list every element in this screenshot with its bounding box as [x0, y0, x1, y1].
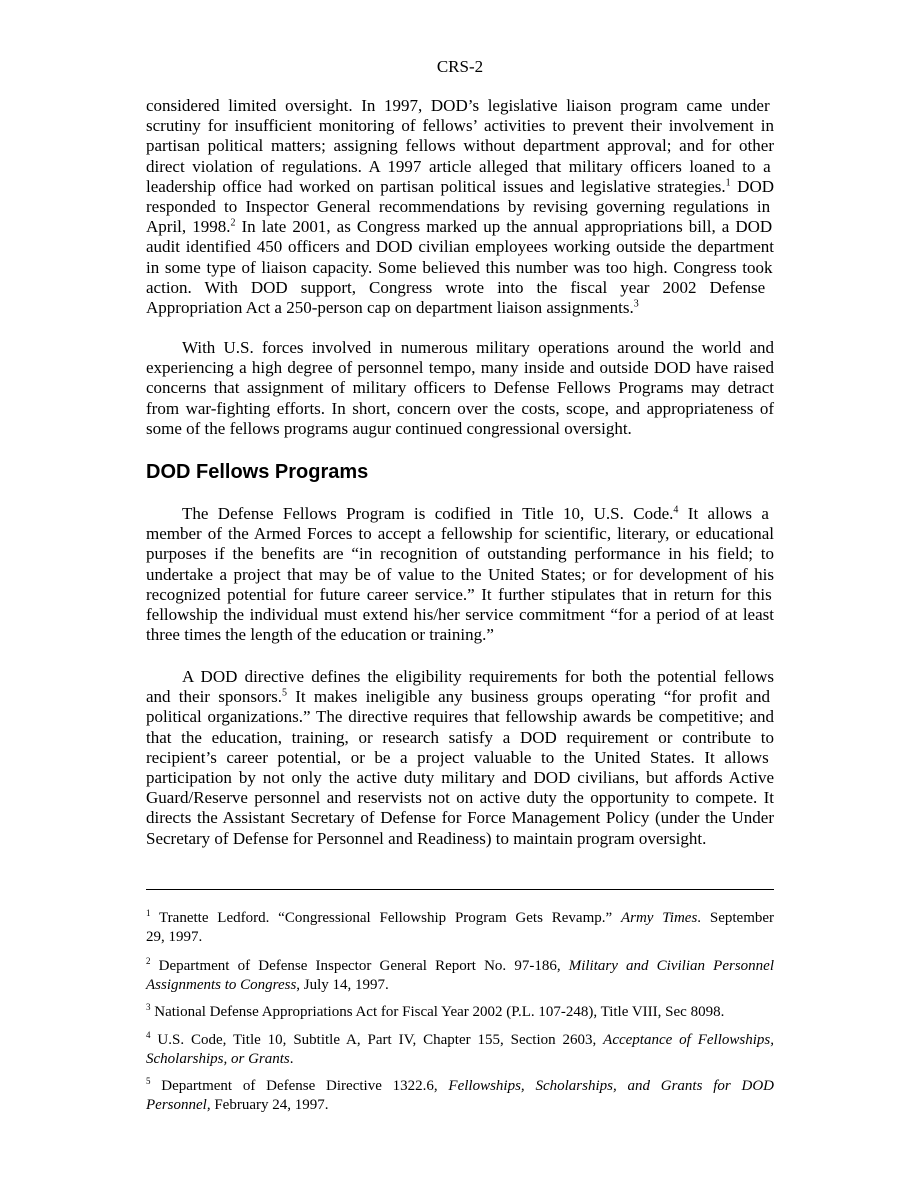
- text-line: [146, 504, 774, 524]
- footnote-line: [146, 1003, 774, 1022]
- text-line: direct violation of regulations. A 1997 article alleged that military officers loaned to a: [146, 156, 771, 176]
- text-line: directs the Assistant Secretary of Defense for Force Management Policy (under the Under: [146, 808, 774, 828]
- text-line: three times the length of the education or training.”: [146, 625, 494, 645]
- footnote-line: [146, 1096, 774, 1115]
- footnote-text: , February 24, 1997.: [206, 1097, 329, 1113]
- footnote-mark: 4: [146, 1030, 151, 1040]
- footnote-ref-2[interactable]: 2: [230, 217, 236, 229]
- footnote-3: [146, 1003, 774, 1022]
- text-line: that the education, training, or research satisfy a DOD requirement or contribute to: [146, 727, 774, 747]
- footnote-line: [146, 1050, 774, 1069]
- footnote-text: Department of Defense Directive 1322.6,: [150, 1078, 449, 1094]
- text-line: experiencing a high degree of personnel tempo, many inside and outside DOD have raised: [146, 358, 774, 378]
- footnote-2: [146, 957, 774, 995]
- footnote-italic: Personnel: [146, 1097, 207, 1113]
- footnote-ref-4[interactable]: 4: [673, 504, 679, 516]
- text-line: some of the fellows programs augur continued congressional oversight.: [146, 418, 632, 438]
- text-line: political organizations.” The directive requires that fellowship awards be competitive; and: [146, 707, 774, 727]
- footnote-1: [146, 909, 774, 947]
- footnote-4: [146, 1031, 774, 1069]
- text-line: recognized potential for future career service.” It further stipulates that in return for this: [146, 584, 772, 604]
- footnote-line: [146, 1077, 774, 1096]
- footnote-italic: Military and Civilian Personnel: [568, 958, 774, 974]
- footnote-text: Department of Defense Inspector General Report No. 97-186,: [150, 958, 569, 974]
- text-line: concerns that assignment of military officers to Defense Fellows Programs may detract: [146, 378, 774, 398]
- text-segment: leadership office had worked on partisan political issues and legislative strategies.: [146, 176, 726, 196]
- footnote-ref-1[interactable]: 1: [725, 177, 731, 189]
- footnote-text: Tranette Ledford. “Congressional Fellowship Program Gets Revamp.”: [150, 910, 621, 926]
- paragraph-dod-directive: [146, 667, 774, 849]
- text-line: considered limited oversight. In 1997, DOD’s legislative liaison program came under: [146, 96, 770, 115]
- text-line: member of the Armed Forces to accept a fellowship for scientific, literary, or educational: [146, 524, 774, 544]
- text-segment: In late 2001, as Congress marked up the annual appropriations bill, a DOD: [235, 217, 773, 237]
- text-line: A DOD directive defines the eligibility requirements for both the potential fellows: [182, 667, 774, 686]
- footnote-5: [146, 1077, 774, 1115]
- text-line: from war-fighting efforts. In short, concern over the costs, scope, and appropriateness of: [146, 398, 774, 418]
- text-segment: It allows a: [678, 504, 769, 523]
- text-segment: The Defense Fellows Program is codified in Title 10, U.S. Code.: [182, 504, 674, 523]
- text-line: undertake a project that may be of value to the United States; or for development of his: [146, 564, 774, 584]
- footnote-line: [146, 957, 774, 976]
- text-line: in some type of liaison capacity. Some believed this number was too high. Congress took: [146, 257, 773, 277]
- text-segment: April, 1998.: [146, 217, 231, 237]
- text-line: partisan political matters; assigning fellows without department approval; and for other: [146, 136, 774, 156]
- footnote-mark: 2: [146, 956, 151, 966]
- text-line: audit identified 450 officers and DOD civilian employees working outside the department: [146, 237, 774, 257]
- text-line: [146, 217, 774, 237]
- footnote-italic: Acceptance of Fellowships,: [603, 1032, 774, 1048]
- text-line: [146, 687, 774, 707]
- footnote-mark: 1: [146, 908, 151, 918]
- footnote-italic: Assignments to Congress: [146, 977, 297, 993]
- text-line: scrutiny for insufficient monitoring of fellows’ activities to prevent their involvement in: [146, 116, 774, 136]
- text-line: action. With DOD support, Congress wrote into the fiscal year 2002 Defense: [146, 277, 766, 297]
- text-segment: It makes ineligible any business groups operating “for profit and: [287, 687, 770, 707]
- text-line: fellowship the individual must extend his/her service commitment “for a period of at least: [146, 605, 774, 625]
- footnote-ref-3[interactable]: 3: [633, 298, 639, 310]
- footnote-line: [146, 1031, 774, 1050]
- text-line: Secretary of Defense for Personnel and Readiness) to maintain program oversight.: [146, 828, 707, 848]
- footnote-line: [146, 909, 774, 928]
- text-line: participation by not only the active duty military and DOD civilians, but affords Active: [146, 768, 774, 788]
- text-line: [146, 177, 774, 197]
- footnote-ref-5[interactable]: 5: [282, 687, 287, 699]
- footnote-text: , July 14, 1997.: [296, 977, 389, 993]
- text-segment: Appropriation Act a 250-person cap on department liaison assignments.: [146, 298, 634, 318]
- paragraph-military-operations: [146, 338, 774, 439]
- text-line: With U.S. forces involved in numerous military operations around the world and: [182, 338, 774, 357]
- footnote-text: National Defense Appropriations Act for Fiscal Year 2002 (P.L. 107-248), Title VIII, Sec 8098.: [150, 1004, 725, 1020]
- footnote-italic: Scholarships, or Grants: [146, 1051, 290, 1067]
- footnote-divider: [146, 889, 774, 890]
- footnote-line: [146, 976, 774, 995]
- footnote-line: 29, 1997.: [146, 929, 203, 945]
- section-heading: DOD Fellows Programs: [146, 461, 369, 483]
- text-line: recipient’s career potential, or be a project valuable to the United States. It allows: [146, 747, 769, 767]
- page-number-header: CRS-2: [436, 57, 484, 76]
- footnote-text: . September: [697, 910, 775, 926]
- paragraph-defense-fellows-program: [146, 504, 774, 645]
- footnote-italic: Fellowships, Scholarships, and Grants for DOD: [448, 1078, 774, 1094]
- text-line: Guard/Reserve personnel and reservists not on active duty the opportunity to compete. It: [146, 788, 774, 808]
- footnote-italic: Army Times: [620, 910, 698, 926]
- footnote-text: U.S. Code, Title 10, Subtitle A, Part IV, Chapter 155, Section 2603,: [150, 1032, 604, 1048]
- text-line: purposes if the benefits are “in recognition of outstanding performance in his field; to: [146, 544, 774, 564]
- paragraph-oversight: [146, 96, 774, 318]
- footnote-text: .: [289, 1051, 294, 1067]
- footnote-mark: 3: [146, 1002, 151, 1012]
- footnote-mark: 5: [146, 1076, 151, 1086]
- text-line: responded to Inspector General recommendations by revising governing regulations in: [146, 197, 771, 217]
- text-segment: DOD: [730, 176, 774, 196]
- text-segment: and their sponsors.: [146, 687, 282, 707]
- text-line: [146, 298, 774, 318]
